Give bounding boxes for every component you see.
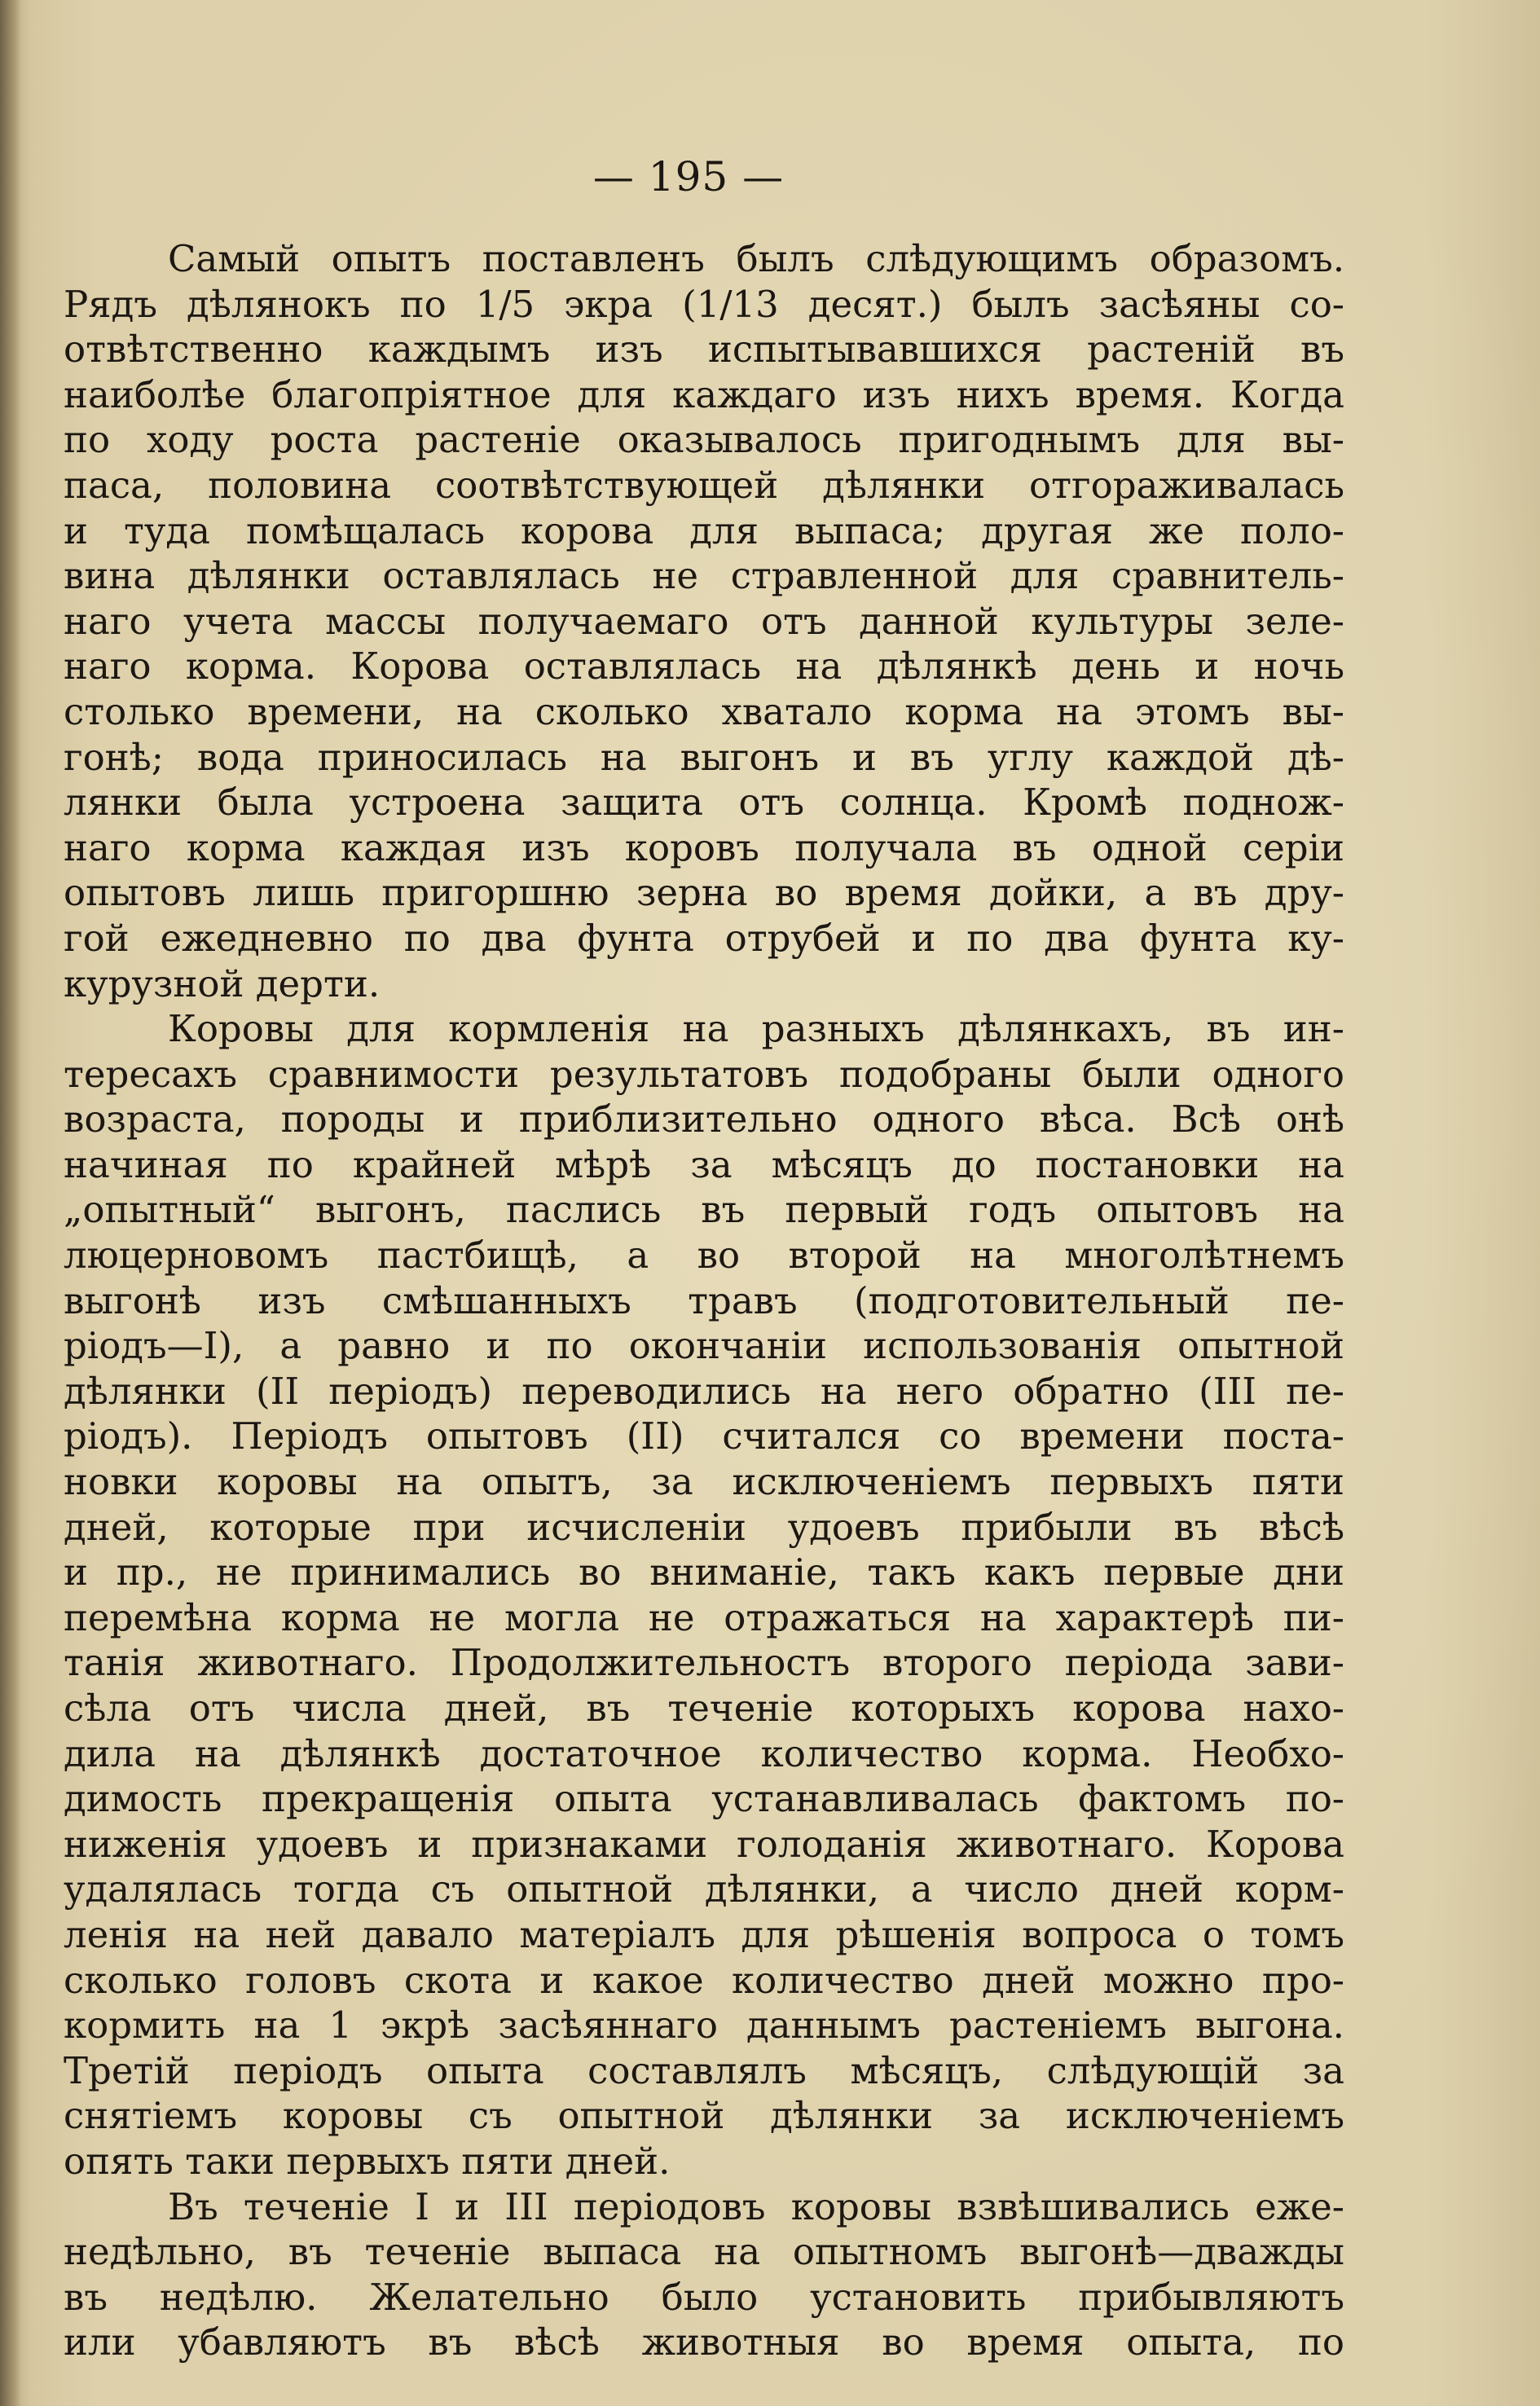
text-line: Третій періодъ опыта составлялъ мѣсяцъ, слѣдующій за xyxy=(64,2048,1344,2092)
text-line: гой ежедневно по два фунта отрубей и по два фунта ку- xyxy=(64,916,1344,960)
text-line: возраста, породы и приблизительно одного вѣса. Всѣ онѣ xyxy=(64,1097,1344,1141)
text-line: по ходу роста растеніе оказывалось пригоднымъ для вы- xyxy=(64,418,1344,462)
text-line: опять таки первыхъ пяти дней. xyxy=(64,2139,671,2183)
text-line: лянки была устроена защита отъ солнца. Кромѣ поднож- xyxy=(64,781,1344,825)
text-line: наго корма каждая изъ коровъ получала въ одной серіи xyxy=(64,825,1344,869)
text-line: „опытный“ выгонъ, паслись въ первый годъ опытовъ на xyxy=(64,1188,1344,1232)
text-line: люцерновомъ пастбищѣ, а во второй на многолѣтнемъ xyxy=(64,1234,1344,1278)
text-line: наго учета массы получаемаго отъ данной культуры зеле- xyxy=(64,599,1344,643)
text-line: наго корма. Корова оставлялась на дѣлянкѣ день и ночь xyxy=(64,644,1344,688)
text-line: тересахъ сравнимости результатовъ подобраны были одного xyxy=(64,1052,1344,1096)
text-line: отвѣтственно каждымъ изъ испытывавшихся растеній въ xyxy=(64,328,1344,372)
text-line: и пр., не принимались во вниманіе, такъ какъ первые дни xyxy=(64,1550,1344,1594)
text-line: сколько головъ скота и какое количество дней можно про- xyxy=(64,1958,1344,2002)
text-line: столько времени, на сколько хватало корма на этомъ вы- xyxy=(64,689,1344,733)
text-line: перемѣна корма не могла не отражаться на характерѣ пи- xyxy=(64,1595,1344,1639)
text-line: начиная по крайней мѣрѣ за мѣсяцъ до постановки на xyxy=(64,1142,1344,1186)
text-line: курузной дерти. xyxy=(64,961,381,1005)
text-line: вина дѣлянки оставлялась не стравленной для сравнитель- xyxy=(64,554,1344,598)
text-line: недѣльно, въ теченіе выпаса на опытномъ выгонѣ—дважды xyxy=(64,2230,1344,2274)
body-text xyxy=(64,236,1344,2365)
binding-shadow xyxy=(0,0,21,2406)
text-line: ленія на ней давало матеріалъ для рѣшенія вопроса о томъ xyxy=(64,1912,1344,1956)
text-line: или убавляютъ въ вѣсѣ животныя во время опыта, по xyxy=(64,2320,1344,2364)
text-line: ниженія удоевъ и признаками голоданія животнаго. Корова xyxy=(64,1822,1344,1866)
text-line: дней, которые при исчисленіи удоевъ прибыли въ вѣсѣ xyxy=(64,1505,1344,1549)
text-line: ріодъ). Періодъ опытовъ (II) считался со времени поста- xyxy=(64,1414,1344,1458)
text-line: удалялась тогда съ опытной дѣлянки, а число дней корм- xyxy=(64,1867,1344,1911)
text-line: сѣла отъ числа дней, въ теченіе которыхъ корова нахо- xyxy=(64,1687,1344,1730)
text-line: танія животнаго. Продолжительностъ второго періода зави- xyxy=(64,1641,1344,1685)
text-line: Коровы для кормленія на разныхъ дѣлянкахъ, въ ин- xyxy=(168,1007,1344,1051)
text-line: дила на дѣлянкѣ достаточное количество корма. Необхо- xyxy=(64,1731,1344,1775)
text-line: кормить на 1 экрѣ засѣяннаго даннымъ растеніемъ выгона. xyxy=(64,2004,1344,2048)
text-line: новки коровы на опытъ, за исключеніемъ первыхъ пяти xyxy=(64,1460,1344,1504)
text-line: гонѣ; вода приносилась на выгонъ и въ углу каждой дѣ- xyxy=(64,735,1344,779)
text-line: ріодъ—I), а равно и по окончаніи использованія опытной xyxy=(64,1324,1344,1368)
text-line: снятіемъ коровы съ опытной дѣлянки за исключеніемъ xyxy=(64,2094,1344,2138)
text-line: опытовъ лишь пригоршню зерна во время дойки, а въ дру- xyxy=(64,871,1344,915)
text-line: Самый опытъ поставленъ былъ слѣдующимъ образомъ. xyxy=(168,237,1344,280)
text-line: димость прекращенія опыта устанавливалась фактомъ по- xyxy=(64,1777,1344,1821)
text-line: наиболѣе благопріятное для каждаго изъ нихъ время. Когда xyxy=(64,372,1344,416)
text-line: Рядъ дѣлянокъ по 1/5 экра (1/13 десят.) былъ засѣяны со- xyxy=(64,282,1344,326)
text-line: паса, половина соотвѣтствующей дѣлянки отгораживалась xyxy=(64,463,1344,507)
page-number: — 195 — xyxy=(592,153,785,200)
text-line: выгонѣ изъ смѣшанныхъ травъ (подготовительный пе- xyxy=(64,1278,1344,1322)
text-line: въ недѣлю. Желательно было установить прибывляютъ xyxy=(64,2275,1344,2319)
text-line: дѣлянки (II періодъ) переводились на него обратно (III пе- xyxy=(64,1369,1344,1413)
text-line: Въ теченіе I и III періодовъ коровы взвѣшивались еже- xyxy=(168,2184,1344,2228)
text-line: и туда помѣщалась корова для выпаса; другая же поло- xyxy=(64,508,1344,552)
